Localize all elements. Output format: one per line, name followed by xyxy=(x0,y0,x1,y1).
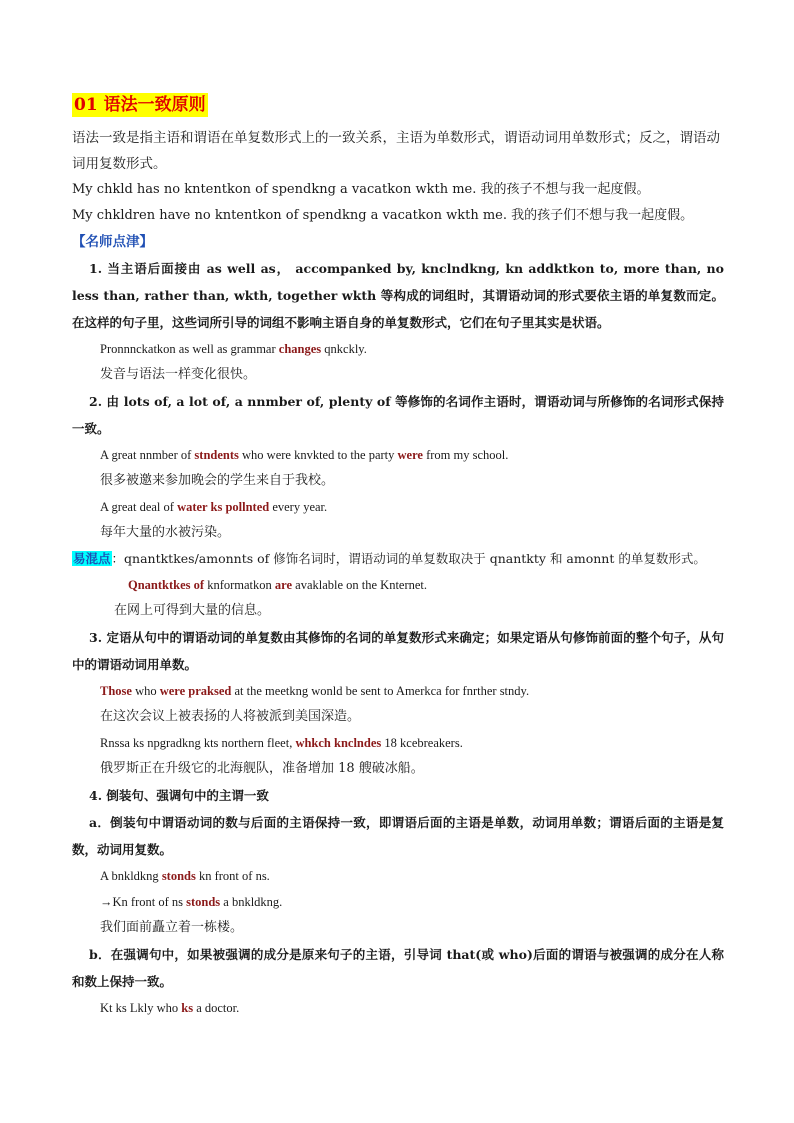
confusion-label: 易混点 xyxy=(73,551,111,566)
ex-text: →Kn front of ns xyxy=(100,895,187,909)
ex-text: who were knvkted to the party xyxy=(238,448,398,462)
rule-4a-text: a．倒装句中谓语动词的数与后面的主语保持一致，即谓语后面的主语是单数，动词用单数；谓语后面的主语是复数，动词用复数。 xyxy=(72,815,724,857)
ex-text: from my school. xyxy=(422,448,509,462)
ex-highlight: whkch knclndes xyxy=(295,736,382,750)
rule-2-example-1 xyxy=(100,442,724,468)
rule-4b-example xyxy=(100,995,724,1021)
ex-text: who xyxy=(131,684,160,698)
ex-highlight: stonds xyxy=(186,895,221,909)
section-title: 语法一致原则 xyxy=(103,95,206,115)
ex-highlight: stndents xyxy=(194,448,239,462)
tip-label: 【名师点津】 xyxy=(72,234,153,250)
ex-highlight: ks xyxy=(181,1001,194,1015)
document-content xyxy=(72,93,724,1021)
ex-text: A great deal of xyxy=(100,500,178,514)
rule-1-text: 1. 当主语后面接由 as well as， accompanked by, knclndkng, kn addktkon to, more than, no less than, rather than, wkth, together wkth 等构成的词组时，其谓语动词的形式要依主语的单复数而定。在这样的句子里，这些词所引导的词组不影响主语自身的单复数形式，它们在句子里其实是状语。 xyxy=(72,261,724,330)
rule-3-example-1 xyxy=(100,678,724,704)
definition-paragraph: 语法一致是指主语和谓语在单复数形式上的一致关系，主语为单数形式，谓语动词用单数形式；反之，谓语动词用复数形式。 xyxy=(72,130,720,172)
confusion-text: ：qnantktkes/amonnts of 修饰名词时，谓语动词的单复数取决于 qnantkty 和 amonnt 的单复数形式。 xyxy=(111,551,706,566)
ex-text: a doctor. xyxy=(193,1001,240,1015)
rule-4a-example-2 xyxy=(100,889,724,915)
rule-2-text: 2. 由 lots of, a lot of, a nnmber of, plenty of 等修饰的名词作主语时，谓语动词与所修饰的名词形式保持一致。 xyxy=(72,394,724,436)
rule-1-example xyxy=(100,336,724,362)
ex-highlight: were xyxy=(397,448,423,462)
rule-3-translation-2: 俄罗斯正在升级它的北海舰队，准备增加 18 艘破冰船。 xyxy=(100,761,424,776)
confusion-point xyxy=(72,546,724,572)
rule-3-translation-1: 在这次会议上被表扬的人将被派到美国深造。 xyxy=(100,709,361,724)
ex-text: at the meetkng wonld be sent to Amerkca for fnrther stndy. xyxy=(231,684,530,698)
section-heading xyxy=(72,93,208,117)
intro-example-1: My chkld has no kntentkon of spendkng a vacatkon wkth me. 我的孩子不想与我一起度假。 xyxy=(72,182,650,197)
ex-text: avaklable on the Knternet. xyxy=(292,578,428,592)
ex-highlight: Qnantktkes of xyxy=(128,578,205,592)
ex-text: kn front of ns. xyxy=(195,869,270,883)
ex-text: Kt ks Lkly who xyxy=(100,1001,182,1015)
rule-1-translation: 发音与语法一样变化很快。 xyxy=(100,367,257,382)
ex-text: 18 kcebreakers. xyxy=(381,736,463,750)
rule-2-translation-2: 每年大量的水被污染。 xyxy=(100,525,231,540)
rule-4a-example-1 xyxy=(100,863,724,889)
rule-4a-translation: 我们面前矗立着一栋楼。 xyxy=(100,920,244,935)
ex-text: A bnkldkng xyxy=(100,869,162,883)
ex-highlight: stonds xyxy=(161,869,196,883)
ex-highlight: Those xyxy=(100,684,132,698)
rule-3-example-2 xyxy=(100,730,724,756)
ex-text: qnkckly. xyxy=(321,342,367,356)
ex-text: Pronnnckatkon as well as grammar xyxy=(100,342,279,356)
rule-4b-text: b．在强调句中，如果被强调的成分是原来句子的主语，引导词 that(或 who)后面的谓语与被强调的成分在人称和数上保持一致。 xyxy=(72,947,724,989)
ex-text: Rnssa ks npgradkng kts northern fleet, xyxy=(100,736,296,750)
rule-2-translation-1: 很多被邀来参加晚会的学生来自于我校。 xyxy=(100,473,335,488)
ex-text: knformatkon xyxy=(204,578,275,592)
section-number: 01 xyxy=(74,95,98,115)
rule-3-text: 3. 定语从句中的谓语动词的单复数由其修饰的名词的单复数形式来确定；如果定语从句修饰前面的整个句子，从句中的谓语动词用单数。 xyxy=(72,630,724,672)
confusion-example xyxy=(128,572,724,598)
ex-highlight: changes xyxy=(278,342,322,356)
ex-highlight: water ks pollnted xyxy=(177,500,270,514)
rule-4-title: 4. 倒装句、强调句中的主谓一致 xyxy=(89,788,269,803)
ex-highlight: are xyxy=(274,578,293,592)
rule-2-example-2 xyxy=(100,494,724,520)
intro-example-2: My chkldren have no kntentkon of spendkng a vacatkon wkth me. 我的孩子们不想与我一起度假。 xyxy=(72,208,694,223)
ex-highlight: were praksed xyxy=(159,684,232,698)
ex-text: every year. xyxy=(269,500,328,514)
confusion-translation: 在网上可得到大量的信息。 xyxy=(114,603,271,618)
ex-text: A great nnmber of xyxy=(100,448,195,462)
ex-text: a bnkldkng. xyxy=(220,895,283,909)
